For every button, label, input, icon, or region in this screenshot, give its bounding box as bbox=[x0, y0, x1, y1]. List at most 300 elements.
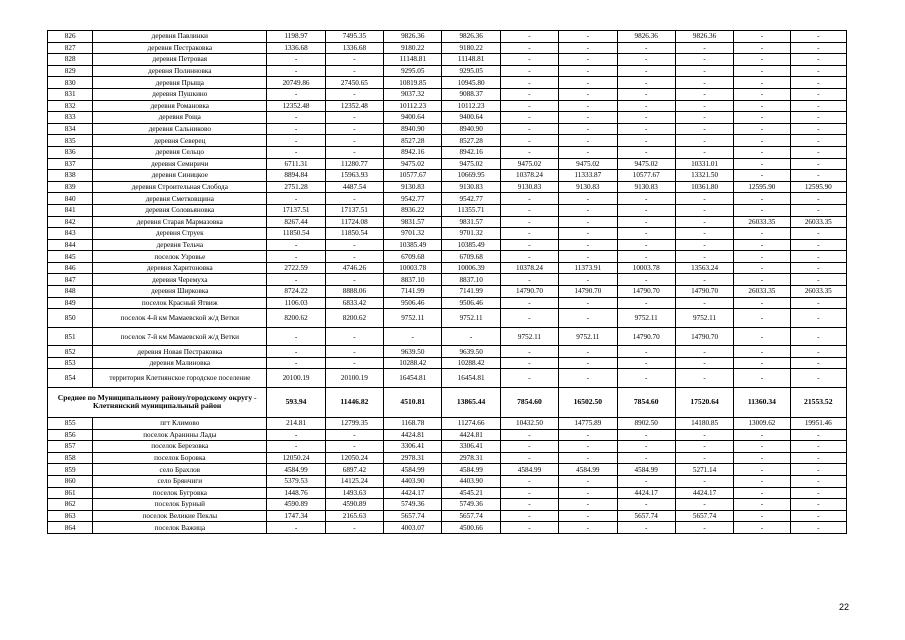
value-cell: - bbox=[559, 429, 617, 441]
settlement-name-cell: деревня Ширковка bbox=[93, 286, 267, 298]
value-cell: - bbox=[675, 112, 733, 124]
value-cell: 1336.68 bbox=[325, 42, 383, 54]
value-cell: - bbox=[734, 228, 790, 240]
value-cell: - bbox=[559, 228, 617, 240]
value-cell: 5657.74 bbox=[442, 510, 500, 522]
value-cell: 26033.35 bbox=[790, 286, 846, 298]
table-row bbox=[48, 522, 847, 534]
table-row bbox=[48, 146, 847, 158]
value-cell: 4584.99 bbox=[442, 464, 500, 476]
value-cell: - bbox=[675, 441, 733, 453]
settlement-name-cell: поселок Бурный bbox=[93, 499, 267, 511]
value-cell: 7141.99 bbox=[442, 286, 500, 298]
value-cell: - bbox=[734, 100, 790, 112]
value-cell: 6709.68 bbox=[384, 251, 442, 263]
value-cell: 9639.50 bbox=[442, 346, 500, 358]
value-cell: 9475.02 bbox=[617, 158, 675, 170]
value-cell: - bbox=[675, 65, 733, 77]
value-cell: 4584.99 bbox=[267, 464, 325, 476]
value-cell: - bbox=[734, 193, 790, 205]
value-cell: 14125.24 bbox=[325, 475, 383, 487]
value-cell: 14790.70 bbox=[559, 286, 617, 298]
table-row bbox=[48, 357, 847, 369]
value-cell: - bbox=[675, 204, 733, 216]
value-cell: 10577.67 bbox=[384, 170, 442, 182]
value-cell: 5749.36 bbox=[384, 499, 442, 511]
value-cell: - bbox=[675, 274, 733, 286]
value-cell: 9826.36 bbox=[384, 31, 442, 43]
value-cell: - bbox=[790, 441, 846, 453]
value-cell: - bbox=[559, 346, 617, 358]
value-cell: 8527.28 bbox=[442, 135, 500, 147]
value-cell: 14790.70 bbox=[617, 286, 675, 298]
value-cell: - bbox=[734, 487, 790, 499]
value-cell: - bbox=[734, 158, 790, 170]
value-cell: - bbox=[734, 77, 790, 89]
value-cell: - bbox=[559, 31, 617, 43]
value-cell: - bbox=[675, 297, 733, 309]
value-cell: 8837.10 bbox=[384, 274, 442, 286]
value-cell: - bbox=[325, 54, 383, 66]
value-cell: 14790.70 bbox=[675, 286, 733, 298]
value-cell: 6709.68 bbox=[442, 251, 500, 263]
value-cell: 1448.76 bbox=[267, 487, 325, 499]
value-cell: 9701.32 bbox=[442, 228, 500, 240]
value-cell: - bbox=[617, 475, 675, 487]
settlement-name-cell: поселок Аранины Лады bbox=[93, 429, 267, 441]
value-cell: 9831.57 bbox=[442, 216, 500, 228]
value-cell: - bbox=[734, 123, 790, 135]
value-cell: - bbox=[267, 327, 325, 346]
value-cell: 11148.81 bbox=[442, 54, 500, 66]
row-number-cell: 846 bbox=[48, 262, 93, 274]
value-cell: - bbox=[267, 146, 325, 158]
value-cell: 10819.85 bbox=[384, 77, 442, 89]
value-cell: - bbox=[617, 65, 675, 77]
settlement-name-cell: деревня Новая Пестраковка bbox=[93, 346, 267, 358]
value-cell: - bbox=[325, 346, 383, 358]
value-cell: - bbox=[617, 274, 675, 286]
value-cell: 9130.83 bbox=[617, 181, 675, 193]
row-number-cell: 841 bbox=[48, 204, 93, 216]
value-cell: - bbox=[500, 100, 558, 112]
row-number-cell: 851 bbox=[48, 327, 93, 346]
value-cell: 9752.11 bbox=[384, 309, 442, 328]
value-cell: - bbox=[267, 193, 325, 205]
value-cell: 12050.24 bbox=[267, 452, 325, 464]
value-cell: 13009.62 bbox=[734, 417, 790, 429]
value-cell: 1493.63 bbox=[325, 487, 383, 499]
value-cell: - bbox=[559, 297, 617, 309]
value-cell: - bbox=[675, 239, 733, 251]
row-number-cell: 862 bbox=[48, 499, 93, 511]
value-cell: 11724.08 bbox=[325, 216, 383, 228]
value-cell: - bbox=[675, 216, 733, 228]
table-row bbox=[48, 441, 847, 453]
value-cell: - bbox=[675, 251, 733, 263]
value-cell: 9088.37 bbox=[442, 88, 500, 100]
table-row bbox=[48, 262, 847, 274]
row-number-cell: 842 bbox=[48, 216, 93, 228]
value-cell: - bbox=[790, 475, 846, 487]
value-cell: - bbox=[617, 346, 675, 358]
value-cell: - bbox=[790, 77, 846, 89]
value-cell: 9130.83 bbox=[442, 181, 500, 193]
value-cell: 4424.17 bbox=[384, 487, 442, 499]
value-cell: - bbox=[325, 146, 383, 158]
row-number-cell: 843 bbox=[48, 228, 93, 240]
settlement-name-cell: поселок Боровка bbox=[93, 452, 267, 464]
table-row bbox=[48, 77, 847, 89]
value-cell: - bbox=[734, 499, 790, 511]
value-cell: - bbox=[734, 274, 790, 286]
value-cell: - bbox=[500, 123, 558, 135]
value-cell: 5657.74 bbox=[384, 510, 442, 522]
value-cell: - bbox=[675, 346, 733, 358]
value-cell: - bbox=[325, 522, 383, 534]
value-cell: - bbox=[734, 146, 790, 158]
value-cell: 8940.90 bbox=[442, 123, 500, 135]
value-cell: - bbox=[790, 510, 846, 522]
value-cell: - bbox=[325, 327, 383, 346]
value-cell: 593.94 bbox=[267, 387, 325, 417]
value-cell: 16454.81 bbox=[442, 369, 500, 388]
value-cell: - bbox=[734, 327, 790, 346]
value-cell: - bbox=[500, 193, 558, 205]
value-cell: 4424.17 bbox=[617, 487, 675, 499]
value-cell: - bbox=[500, 510, 558, 522]
table-row bbox=[48, 286, 847, 298]
value-cell: 9130.83 bbox=[384, 181, 442, 193]
table-row bbox=[48, 204, 847, 216]
value-cell: 4590.89 bbox=[267, 499, 325, 511]
row-number-cell: 828 bbox=[48, 54, 93, 66]
value-cell: - bbox=[500, 274, 558, 286]
value-cell: - bbox=[267, 88, 325, 100]
value-cell: 4424.17 bbox=[675, 487, 733, 499]
table-body bbox=[48, 31, 847, 534]
value-cell: - bbox=[617, 100, 675, 112]
value-cell: 9542.77 bbox=[384, 193, 442, 205]
value-cell: 9475.02 bbox=[500, 158, 558, 170]
value-cell: - bbox=[617, 216, 675, 228]
value-cell: - bbox=[790, 170, 846, 182]
row-number-cell: 854 bbox=[48, 369, 93, 388]
value-cell: - bbox=[325, 112, 383, 124]
value-cell: 4424.81 bbox=[442, 429, 500, 441]
value-cell: 9037.32 bbox=[384, 88, 442, 100]
value-cell: - bbox=[790, 487, 846, 499]
value-cell: 6897.42 bbox=[325, 464, 383, 476]
value-cell: 5749.36 bbox=[442, 499, 500, 511]
row-number-cell: 848 bbox=[48, 286, 93, 298]
value-cell: 4584.99 bbox=[617, 464, 675, 476]
value-cell: - bbox=[734, 251, 790, 263]
value-cell: 26033.35 bbox=[734, 286, 790, 298]
row-number-cell: 829 bbox=[48, 65, 93, 77]
settlement-name-cell: деревня Малиновка bbox=[93, 357, 267, 369]
value-cell: - bbox=[500, 297, 558, 309]
value-cell: - bbox=[790, 42, 846, 54]
table-row bbox=[48, 135, 847, 147]
settlement-name-cell: деревня Струек bbox=[93, 228, 267, 240]
value-cell: - bbox=[267, 54, 325, 66]
value-cell: 4545.21 bbox=[442, 487, 500, 499]
value-cell: - bbox=[734, 309, 790, 328]
value-cell: 2751.28 bbox=[267, 181, 325, 193]
table-row bbox=[48, 309, 847, 328]
value-cell: - bbox=[734, 262, 790, 274]
value-cell: 8894.84 bbox=[267, 170, 325, 182]
value-cell: 2722.59 bbox=[267, 262, 325, 274]
value-cell: - bbox=[675, 228, 733, 240]
table-row bbox=[48, 158, 847, 170]
value-cell: 15963.93 bbox=[325, 170, 383, 182]
value-cell: - bbox=[500, 77, 558, 89]
value-cell: - bbox=[734, 54, 790, 66]
value-cell: - bbox=[790, 327, 846, 346]
table-row bbox=[48, 417, 847, 429]
value-cell: 10378.24 bbox=[500, 262, 558, 274]
value-cell: - bbox=[617, 228, 675, 240]
value-cell: 5271.14 bbox=[675, 464, 733, 476]
value-cell: 10006.39 bbox=[442, 262, 500, 274]
value-cell: - bbox=[325, 239, 383, 251]
value-cell: - bbox=[734, 239, 790, 251]
table-row bbox=[48, 42, 847, 54]
value-cell: - bbox=[384, 327, 442, 346]
value-cell: - bbox=[675, 475, 733, 487]
settlement-name-cell: деревня Прыща bbox=[93, 77, 267, 89]
table-row bbox=[48, 369, 847, 388]
summary-label: Среднее по Муниципальному району/городскому округу - Клетнянский муниципальный район bbox=[48, 387, 267, 417]
value-cell: - bbox=[675, 357, 733, 369]
value-cell: 9400.64 bbox=[442, 112, 500, 124]
value-cell: - bbox=[500, 369, 558, 388]
value-cell: 8724.22 bbox=[267, 286, 325, 298]
value-cell: - bbox=[325, 251, 383, 263]
value-cell: 11360.34 bbox=[734, 387, 790, 417]
value-cell: - bbox=[790, 429, 846, 441]
table-row bbox=[48, 274, 847, 286]
value-cell: 9752.11 bbox=[617, 309, 675, 328]
row-number-cell: 856 bbox=[48, 429, 93, 441]
value-cell: 10288.42 bbox=[384, 357, 442, 369]
table-row bbox=[48, 475, 847, 487]
value-cell: - bbox=[325, 88, 383, 100]
table-row bbox=[48, 510, 847, 522]
value-cell: - bbox=[559, 204, 617, 216]
value-cell: - bbox=[617, 135, 675, 147]
value-cell: 13321.50 bbox=[675, 170, 733, 182]
value-cell: 27450.65 bbox=[325, 77, 383, 89]
value-cell: 12595.90 bbox=[790, 181, 846, 193]
value-cell: 9506.46 bbox=[384, 297, 442, 309]
value-cell: - bbox=[267, 274, 325, 286]
value-cell: - bbox=[790, 31, 846, 43]
value-cell: 21553.52 bbox=[790, 387, 846, 417]
row-number-cell: 830 bbox=[48, 77, 93, 89]
value-cell: 11274.66 bbox=[442, 417, 500, 429]
settlement-name-cell: поселок Бугровка bbox=[93, 487, 267, 499]
value-cell: - bbox=[617, 297, 675, 309]
value-cell: 14790.70 bbox=[675, 327, 733, 346]
row-number-cell: 833 bbox=[48, 112, 93, 124]
settlement-name-cell: деревня Петровая bbox=[93, 54, 267, 66]
value-cell: - bbox=[675, 54, 733, 66]
settlement-name-cell: деревня Павлинки bbox=[93, 31, 267, 43]
row-number-cell: 858 bbox=[48, 452, 93, 464]
value-cell: 4510.81 bbox=[384, 387, 442, 417]
value-cell: - bbox=[617, 204, 675, 216]
value-cell: - bbox=[734, 170, 790, 182]
row-number-cell: 835 bbox=[48, 135, 93, 147]
value-cell: - bbox=[500, 309, 558, 328]
value-cell: 14790.70 bbox=[617, 327, 675, 346]
value-cell: 11333.87 bbox=[559, 170, 617, 182]
value-cell: 4590.89 bbox=[325, 499, 383, 511]
row-number-cell: 840 bbox=[48, 193, 93, 205]
value-cell: - bbox=[500, 522, 558, 534]
row-number-cell: 857 bbox=[48, 441, 93, 453]
value-cell: 9752.11 bbox=[675, 309, 733, 328]
row-number-cell: 834 bbox=[48, 123, 93, 135]
value-cell: - bbox=[325, 65, 383, 77]
value-cell: 12050.24 bbox=[325, 452, 383, 464]
value-cell: - bbox=[790, 346, 846, 358]
value-cell: - bbox=[734, 42, 790, 54]
value-cell: 9180.22 bbox=[442, 42, 500, 54]
table-row bbox=[48, 100, 847, 112]
settlement-name-cell: деревня Харитоновка bbox=[93, 262, 267, 274]
data-table bbox=[47, 30, 847, 534]
value-cell: - bbox=[559, 193, 617, 205]
value-cell: 9130.83 bbox=[559, 181, 617, 193]
value-cell: - bbox=[559, 357, 617, 369]
row-number-cell: 838 bbox=[48, 170, 93, 182]
value-cell: 4584.99 bbox=[384, 464, 442, 476]
value-cell: - bbox=[559, 309, 617, 328]
value-cell: - bbox=[617, 88, 675, 100]
value-cell: - bbox=[675, 522, 733, 534]
value-cell: - bbox=[500, 31, 558, 43]
row-number-cell: 852 bbox=[48, 346, 93, 358]
value-cell: 16502.50 bbox=[559, 387, 617, 417]
row-number-cell: 863 bbox=[48, 510, 93, 522]
table-row bbox=[48, 297, 847, 309]
value-cell: - bbox=[734, 429, 790, 441]
value-cell: - bbox=[559, 123, 617, 135]
value-cell: - bbox=[500, 251, 558, 263]
value-cell: 12595.90 bbox=[734, 181, 790, 193]
value-cell: - bbox=[617, 112, 675, 124]
table-row bbox=[48, 170, 847, 182]
value-cell: - bbox=[500, 112, 558, 124]
settlement-name-cell: поселок Важица bbox=[93, 522, 267, 534]
value-cell: - bbox=[734, 297, 790, 309]
value-cell: - bbox=[267, 112, 325, 124]
value-cell: - bbox=[500, 346, 558, 358]
value-cell: - bbox=[790, 228, 846, 240]
value-cell: - bbox=[442, 327, 500, 346]
settlement-name-cell: деревня Соловьяновка bbox=[93, 204, 267, 216]
value-cell: - bbox=[559, 239, 617, 251]
value-cell: - bbox=[267, 65, 325, 77]
settlement-name-cell: деревня Строительная Слобода bbox=[93, 181, 267, 193]
value-cell: 1198.97 bbox=[267, 31, 325, 43]
value-cell: 9752.11 bbox=[500, 327, 558, 346]
value-cell: 10669.95 bbox=[442, 170, 500, 182]
value-cell: 9826.36 bbox=[675, 31, 733, 43]
value-cell: 4584.99 bbox=[559, 464, 617, 476]
value-cell: 5657.74 bbox=[675, 510, 733, 522]
value-cell: - bbox=[675, 146, 733, 158]
value-cell: - bbox=[675, 193, 733, 205]
value-cell: - bbox=[500, 204, 558, 216]
value-cell: - bbox=[790, 357, 846, 369]
value-cell: 20100.19 bbox=[267, 369, 325, 388]
value-cell: - bbox=[559, 475, 617, 487]
value-cell: 9826.36 bbox=[617, 31, 675, 43]
value-cell: - bbox=[617, 369, 675, 388]
value-cell: 4746.26 bbox=[325, 262, 383, 274]
row-number-cell: 832 bbox=[48, 100, 93, 112]
value-cell: 4500.66 bbox=[442, 522, 500, 534]
value-cell: - bbox=[734, 475, 790, 487]
value-cell: - bbox=[675, 77, 733, 89]
value-cell: 5379.53 bbox=[267, 475, 325, 487]
value-cell: 1747.34 bbox=[267, 510, 325, 522]
settlement-name-cell: деревня Северец bbox=[93, 135, 267, 147]
value-cell: - bbox=[267, 135, 325, 147]
value-cell: 8527.28 bbox=[384, 135, 442, 147]
value-cell: 8888.06 bbox=[325, 286, 383, 298]
value-cell: - bbox=[790, 135, 846, 147]
value-cell: - bbox=[617, 77, 675, 89]
value-cell: - bbox=[790, 193, 846, 205]
value-cell: - bbox=[559, 216, 617, 228]
value-cell: 8942.16 bbox=[384, 146, 442, 158]
table-row bbox=[48, 88, 847, 100]
value-cell: 11850.54 bbox=[267, 228, 325, 240]
value-cell: 11850.54 bbox=[325, 228, 383, 240]
value-cell: - bbox=[790, 146, 846, 158]
value-cell: - bbox=[790, 297, 846, 309]
value-cell: 8200.62 bbox=[267, 309, 325, 328]
settlement-name-cell: деревня Пестраковка bbox=[93, 42, 267, 54]
value-cell: 7854.60 bbox=[500, 387, 558, 417]
table-row bbox=[48, 31, 847, 43]
value-cell: 10112.23 bbox=[442, 100, 500, 112]
row-number-cell: 826 bbox=[48, 31, 93, 43]
value-cell: 10385.49 bbox=[384, 239, 442, 251]
value-cell: 9475.02 bbox=[384, 158, 442, 170]
value-cell: - bbox=[500, 216, 558, 228]
value-cell: - bbox=[559, 452, 617, 464]
value-cell: 10385.49 bbox=[442, 239, 500, 251]
value-cell: - bbox=[559, 100, 617, 112]
value-cell: - bbox=[559, 251, 617, 263]
value-cell: 26033.35 bbox=[734, 216, 790, 228]
row-number-cell: 861 bbox=[48, 487, 93, 499]
value-cell: - bbox=[267, 251, 325, 263]
value-cell: - bbox=[559, 65, 617, 77]
settlement-name-cell: территория Клетнянское городское поселение bbox=[93, 369, 267, 388]
value-cell: 17137.51 bbox=[325, 204, 383, 216]
value-cell: - bbox=[267, 346, 325, 358]
value-cell: 9475.02 bbox=[559, 158, 617, 170]
value-cell: 10378.24 bbox=[500, 170, 558, 182]
